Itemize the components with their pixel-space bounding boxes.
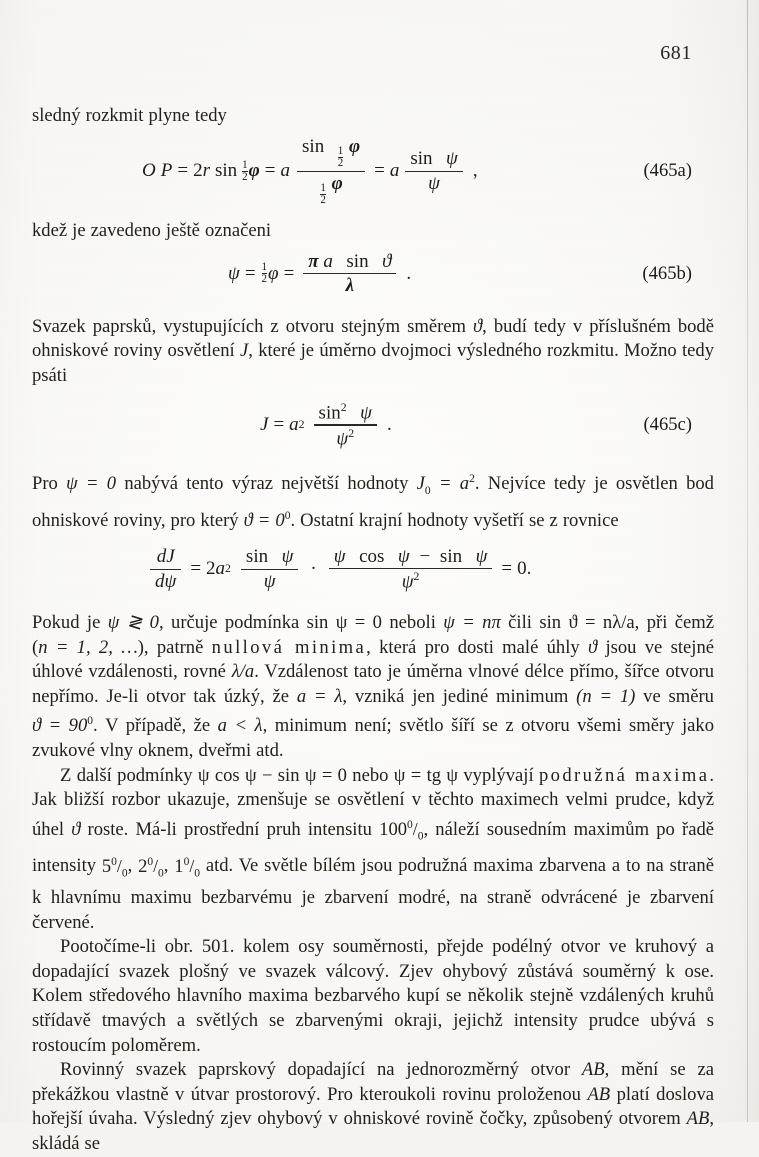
pokud-text-c: neboli bbox=[381, 612, 444, 634]
eq465c-a: a bbox=[289, 413, 299, 435]
svazek-text-b: , budí tedy v příslušném bodě ohniskové roviny osvětlení bbox=[32, 315, 714, 362]
pokud-math-theta: ϑ bbox=[588, 636, 598, 658]
eq465a-half-2 bbox=[338, 146, 344, 169]
eqdj-psi5: ψ bbox=[475, 545, 488, 567]
paragraph-pro bbox=[32, 467, 714, 533]
percentage-5-sub: 0 bbox=[121, 867, 128, 880]
eqdj-psi2: ψ bbox=[263, 571, 276, 592]
eq465a-num-sin-2: sin bbox=[410, 148, 433, 170]
page-number: 681 bbox=[660, 42, 692, 64]
pokud-text-l: . V případě, že bbox=[93, 715, 218, 737]
percentage-1-value: 1 bbox=[174, 855, 184, 877]
eqdj-cos: cos bbox=[359, 545, 385, 567]
eqdj-big-numerator bbox=[329, 547, 493, 567]
zdalsi-sep-2: , bbox=[163, 855, 175, 877]
eq465a-half-3 bbox=[320, 183, 326, 206]
spacer bbox=[32, 129, 714, 137]
pro-math-J: J bbox=[416, 473, 425, 495]
text-column bbox=[32, 104, 714, 1157]
eq465a-fraction-1-denominator bbox=[314, 173, 347, 206]
pro-text-c: . Nejvíce tedy je osvětlen bod ohniskové roviny, pro který bbox=[32, 473, 714, 531]
percentage-2-slash: / bbox=[153, 855, 159, 876]
percentage-2 bbox=[138, 855, 164, 880]
eq465a-fraction-1 bbox=[297, 137, 365, 206]
pokud-math-theta-90: ϑ = 90 bbox=[32, 715, 88, 737]
spacer bbox=[32, 206, 714, 219]
pokud-math-lambda-a: λ/a bbox=[231, 661, 255, 683]
eqdj-zero: 0. bbox=[517, 558, 532, 580]
eq465c-psi-den: ψ bbox=[336, 427, 349, 449]
eq465a-half-1 bbox=[242, 160, 248, 183]
percentage-100-sup: 0 bbox=[407, 818, 413, 831]
eqdj-big-bar bbox=[329, 568, 493, 569]
pokud-math-a-less-lambda: a < λ bbox=[217, 715, 263, 737]
eqdj-lhs-denominator bbox=[150, 571, 181, 591]
zdalsi-sep-1: , bbox=[127, 855, 139, 877]
spacer bbox=[32, 448, 714, 467]
paragraph-svazek bbox=[32, 315, 714, 389]
percentage-2-sup: 0 bbox=[147, 855, 154, 868]
eq465a-a-2: a bbox=[389, 160, 400, 182]
eq465c-fraction-numerator bbox=[314, 402, 377, 424]
percentage-5-slash: / bbox=[116, 855, 122, 876]
equation-465c-number: (465c) bbox=[643, 413, 692, 435]
eqdj-equals-1: = bbox=[190, 558, 202, 580]
eq465c-sin-exponent: 2 bbox=[340, 400, 347, 414]
eqdj-fraction-lhs bbox=[150, 547, 181, 591]
svazek-J: J bbox=[239, 340, 249, 362]
percentage-100-value: 100 bbox=[379, 819, 408, 841]
eq465a-comma: , bbox=[472, 160, 478, 182]
eq465b-sin: sin bbox=[346, 250, 369, 272]
paragraph-intro: sledný rozkmit plyne tedy bbox=[32, 105, 227, 126]
eq465a-fraction-2-numerator bbox=[405, 149, 463, 169]
eq465b-pi: π bbox=[308, 250, 319, 272]
eqdj-psi6: ψ bbox=[401, 571, 414, 593]
zdalsi-text-c: vyplývají bbox=[458, 764, 539, 786]
pokud-text-f: ), patrně bbox=[137, 636, 212, 658]
pro-text-d: . Ostatní krajní hodnoty vyšetří se z rovnice bbox=[290, 509, 619, 531]
pokud-emphasis-nullova-minima: nullová minima bbox=[211, 636, 367, 658]
rovinny-text-d: , skládá se bbox=[32, 1108, 714, 1154]
equation-465a bbox=[32, 137, 714, 206]
spacer bbox=[32, 389, 714, 402]
eqdj-lhs-bar bbox=[150, 569, 181, 570]
eqdj-a: a bbox=[215, 558, 226, 580]
eq465a-O: O bbox=[142, 160, 156, 182]
pro-math-equals-a: = a bbox=[430, 473, 470, 495]
rovinny-text-b: , mění se za překážkou vlastně v útvar prostorový. Pro kteroukoli rovinu proloženou bbox=[32, 1059, 714, 1105]
eq465c-fraction bbox=[314, 402, 377, 449]
zdalsi-text-a: Z další podmínky bbox=[60, 764, 198, 786]
eq465c-fraction-bar bbox=[314, 424, 377, 425]
pro-math-J-subscript: 0 bbox=[424, 485, 431, 498]
eq465b-half bbox=[262, 262, 268, 285]
eq465b-fraction-numerator bbox=[303, 252, 396, 272]
eq465a-half-1-num: 1 bbox=[242, 158, 248, 171]
eq465a-half-2-num: 1 bbox=[337, 144, 344, 157]
eqdj-sin-bar bbox=[241, 569, 299, 570]
percentage-5 bbox=[101, 855, 128, 880]
eq465c-psi-num: ψ bbox=[360, 401, 372, 423]
paragraph-rovinny bbox=[32, 1058, 714, 1156]
paragraph-pootocime: Pootočíme-li obr. 501. kolem osy souměrnosti, přejde podélný otvor ve kruhový a dopadající svazek plošný ve svazek válcový. Zjev ohybový zůstává souměrný k ose. Kolem středového hlavního maxima bezbarvého kupí se několik stejně vzdálených kruhů střídavě tmavých a světlých se zbarvenými okraji, jejichž intensity prudce ubývá s rostoucím poloměrem. bbox=[32, 936, 714, 1056]
zdalsi-math-tg: ψ = tg ψ bbox=[393, 764, 459, 786]
eq465a-phi-1: φ bbox=[248, 160, 260, 182]
eq465a-phi-2: φ bbox=[348, 135, 361, 157]
eq465b-half-den: 2 bbox=[261, 273, 268, 286]
percentage-2-sub: 0 bbox=[158, 867, 164, 880]
eqdj-psi3: ψ bbox=[333, 545, 346, 567]
eq465c-psi-den-exponent: 2 bbox=[348, 426, 355, 440]
pokud-text-g: , která pro dosti malé úhly bbox=[366, 636, 589, 658]
eq465b-equals-2: = bbox=[283, 262, 295, 284]
eq465b-fraction-bar bbox=[303, 273, 396, 274]
eq465c-fraction-denominator bbox=[331, 427, 359, 449]
pokud-text-k: ve směru bbox=[635, 685, 714, 707]
percentage-5-sup: 0 bbox=[111, 855, 117, 868]
paragraph-kdez: kdež je zavedeno ještě označeni bbox=[32, 219, 272, 241]
pokud-math-sin-theta: sin ϑ = nλ/a bbox=[539, 612, 635, 634]
equation-465b-number: (465b) bbox=[642, 262, 692, 284]
pro-math-psi-zero: ψ = 0 bbox=[66, 473, 117, 495]
pokud-math-n-values: n = 1, 2, … bbox=[38, 636, 138, 658]
percentage-5-value: 5 bbox=[101, 855, 112, 877]
percentage-100 bbox=[379, 818, 424, 843]
spacer bbox=[32, 244, 714, 252]
pokud-math-psi-gtrless: ψ ≷ 0 bbox=[107, 612, 159, 634]
eq465b-a: a bbox=[323, 250, 333, 272]
eq465b-equals-1: = bbox=[244, 262, 256, 284]
pokud-math-n-one: (n = 1) bbox=[576, 685, 636, 707]
eq465c-period: . bbox=[386, 413, 392, 435]
zdalsi-text-g: atd. Ve světle bílém jsou podružná maxima zbarvena a to na straně k hlavnímu maximu bezbarvému je zbarvení modré, na straně odvrácené je zbarvení červené. bbox=[32, 855, 714, 933]
eqdj-sin-numerator bbox=[241, 547, 299, 567]
eq465b-lambda: λ bbox=[345, 275, 355, 297]
equation-derivative bbox=[32, 547, 714, 592]
zdalsi-text-e: roste. Má-li prostřední pruh intensitu bbox=[80, 819, 380, 841]
eqdj-sin-denominator bbox=[259, 571, 281, 591]
eqdj-minus: − bbox=[419, 545, 431, 567]
equation-465c bbox=[32, 402, 714, 449]
rovinny-text-a: Rovinný svazek paprskový dopadající na jednorozměrný otvor bbox=[60, 1059, 582, 1081]
percentage-1-sup: 0 bbox=[183, 855, 190, 868]
eq465b-half-num: 1 bbox=[261, 261, 268, 274]
eqdj-psi1: ψ bbox=[281, 546, 294, 568]
zdalsi-text-f: , náleží sousedním maximům po řadě intensity bbox=[32, 819, 715, 877]
eqdj-equals-2: = bbox=[501, 558, 513, 580]
svazek-theta: ϑ bbox=[473, 315, 483, 337]
eq465a-equals-2: = bbox=[264, 160, 276, 182]
eq465a-phi-3: φ bbox=[331, 172, 343, 194]
eqdj-psi-den: ψ bbox=[164, 571, 177, 592]
eqdj-lhs-numerator bbox=[152, 547, 180, 567]
eqdj-two: 2 bbox=[206, 558, 216, 580]
eq465c-sin: sin bbox=[318, 401, 341, 423]
eq465b-phi: φ bbox=[268, 262, 279, 284]
eq465a-fraction-1-bar bbox=[297, 171, 365, 172]
pokud-text-m: , minimum není; světlo šíří se z otvoru všemi směry jako zvukové vlny oknem, dveřmi atd. bbox=[32, 715, 714, 762]
eq465a-sin-1: sin bbox=[214, 160, 238, 182]
eqdj-sin: sin bbox=[245, 546, 269, 568]
eq465a-r: r bbox=[202, 160, 210, 182]
pokud-math-sin-psi-zero: sin ψ = 0 bbox=[306, 612, 382, 634]
eqdj-d2: d bbox=[155, 571, 165, 592]
eq465a-fraction-2-bar bbox=[405, 171, 463, 172]
eq465b-fraction-denominator bbox=[341, 275, 359, 295]
pro-math-theta-zero: ϑ = 0 bbox=[243, 509, 285, 531]
eq465c-equals: = bbox=[273, 413, 285, 435]
zdalsi-math-theta: ϑ bbox=[71, 819, 81, 841]
eq465b-period: . bbox=[406, 262, 412, 284]
pokud-text-i: . Vzdálenost tato je úměrna vlnové délce přímo, šířce otvoru nepřímo. Je-li otvor tak úzký, že bbox=[32, 661, 714, 707]
pokud-text-j: , vzniká jen jediné minimum bbox=[342, 685, 577, 707]
pokud-text-b: , určuje podmínka bbox=[158, 612, 307, 634]
rovinny-math-AB-2: AB bbox=[587, 1083, 611, 1105]
eq465a-half-1-den: 2 bbox=[242, 170, 248, 183]
eqdj-fraction-big bbox=[329, 547, 493, 592]
pro-text-b: nabývá tento výraz největší hodnoty bbox=[116, 473, 417, 495]
svazek-text-c: , které je úměrno dvojmoci výsledného rozkmitu. Možno tedy psáti bbox=[32, 340, 714, 386]
eq465a-equals-3: = bbox=[374, 160, 385, 182]
eqdj-multiplication-dot: · bbox=[310, 558, 317, 580]
eqdj-a-exponent: 2 bbox=[225, 562, 231, 576]
eq465a-num-sin: sin bbox=[302, 135, 325, 157]
equation-465a-number: (465a) bbox=[643, 160, 692, 182]
paragraph-pokud bbox=[32, 611, 714, 764]
pokud-math-psi-npi: ψ = nπ bbox=[443, 612, 501, 634]
rovinny-text-c: platí doslova hořejší úvaha. Výsledný zjev ohybový v ohniskové rovině čočky, způsobený otvorem bbox=[32, 1083, 714, 1130]
pokud-text-h: jsou ve stejné úhlové vzdálenosti, rovné bbox=[32, 636, 714, 683]
zdalsi-text-d: . Jak bližší rozbor ukazuje, zmenšuje se osvětlení v těchto maximech velmi prudce, když úhel bbox=[32, 764, 715, 841]
eqdj-d1: d bbox=[156, 546, 167, 568]
zdalsi-math-condition: ψ cos ψ − sin ψ = 0 bbox=[197, 764, 347, 786]
eqdj-fraction-sin bbox=[241, 547, 299, 591]
pro-math-degree: 0 bbox=[284, 509, 291, 522]
eq465a-equals-1: = bbox=[177, 160, 189, 182]
percentage-1-sub: 0 bbox=[194, 867, 200, 880]
spacer bbox=[32, 296, 714, 315]
pokud-text-e: , při čemž ( bbox=[32, 612, 714, 658]
eq465a-psi-den: ψ bbox=[428, 172, 440, 194]
eq465c-a-exponent: 2 bbox=[298, 417, 305, 431]
eqdj-big-denominator bbox=[397, 570, 425, 592]
rovinny-math-AB-3: AB bbox=[686, 1108, 710, 1130]
svazek-text-a: Svazek paprsků, vystupujících z otvoru stejným směrem bbox=[32, 315, 474, 337]
rovinny-math-AB-1: AB bbox=[581, 1059, 605, 1081]
eq465b-theta: ϑ bbox=[382, 250, 392, 272]
eq465a-a-1: a bbox=[280, 160, 291, 182]
eq465b-psi: ψ bbox=[228, 262, 240, 284]
pro-text-a: Pro bbox=[32, 473, 67, 495]
spacer bbox=[32, 592, 714, 611]
eq465a-fraction-1-numerator bbox=[297, 137, 365, 170]
pokud-math-theta-90-degree: 0 bbox=[87, 715, 94, 728]
eqdj-psi6-exponent: 2 bbox=[413, 570, 420, 584]
eqdj-J: J bbox=[166, 546, 175, 568]
eqdj-sin2: sin bbox=[439, 545, 463, 567]
eq465a-fraction-2-denominator bbox=[423, 173, 445, 193]
zdalsi-emphasis-podruzna-maxima: podružná maxima bbox=[538, 764, 710, 786]
eq465b-fraction bbox=[303, 252, 396, 296]
paragraph-zdalsi bbox=[32, 764, 714, 935]
percentage-1-slash: / bbox=[189, 855, 195, 876]
eq465c-J: J bbox=[260, 413, 269, 435]
percentage-2-value: 2 bbox=[138, 855, 148, 877]
eq465a-P: P bbox=[160, 160, 173, 182]
equation-465b bbox=[32, 252, 714, 296]
percentage-100-sub: 0 bbox=[417, 830, 424, 843]
zdalsi-text-b: nebo bbox=[346, 764, 394, 786]
eq465a-half-3-den: 2 bbox=[320, 193, 326, 206]
pokud-text-d: čili bbox=[500, 612, 540, 634]
eq465a-half-2-den: 2 bbox=[337, 156, 344, 169]
eq465a-two: 2 bbox=[193, 160, 203, 182]
eq465a-psi-num: ψ bbox=[446, 148, 458, 170]
pokud-math-a-lambda: a = λ bbox=[296, 685, 343, 707]
eq465a-fraction-2 bbox=[405, 149, 463, 193]
pro-math-a-exponent: 2 bbox=[469, 473, 475, 486]
percentage-1 bbox=[174, 855, 200, 880]
eq465a-half-3-num: 1 bbox=[320, 181, 326, 194]
pokud-text-a: Pokud je bbox=[32, 612, 108, 634]
percentage-100-slash: / bbox=[412, 819, 418, 840]
eqdj-psi4: ψ bbox=[397, 545, 410, 567]
